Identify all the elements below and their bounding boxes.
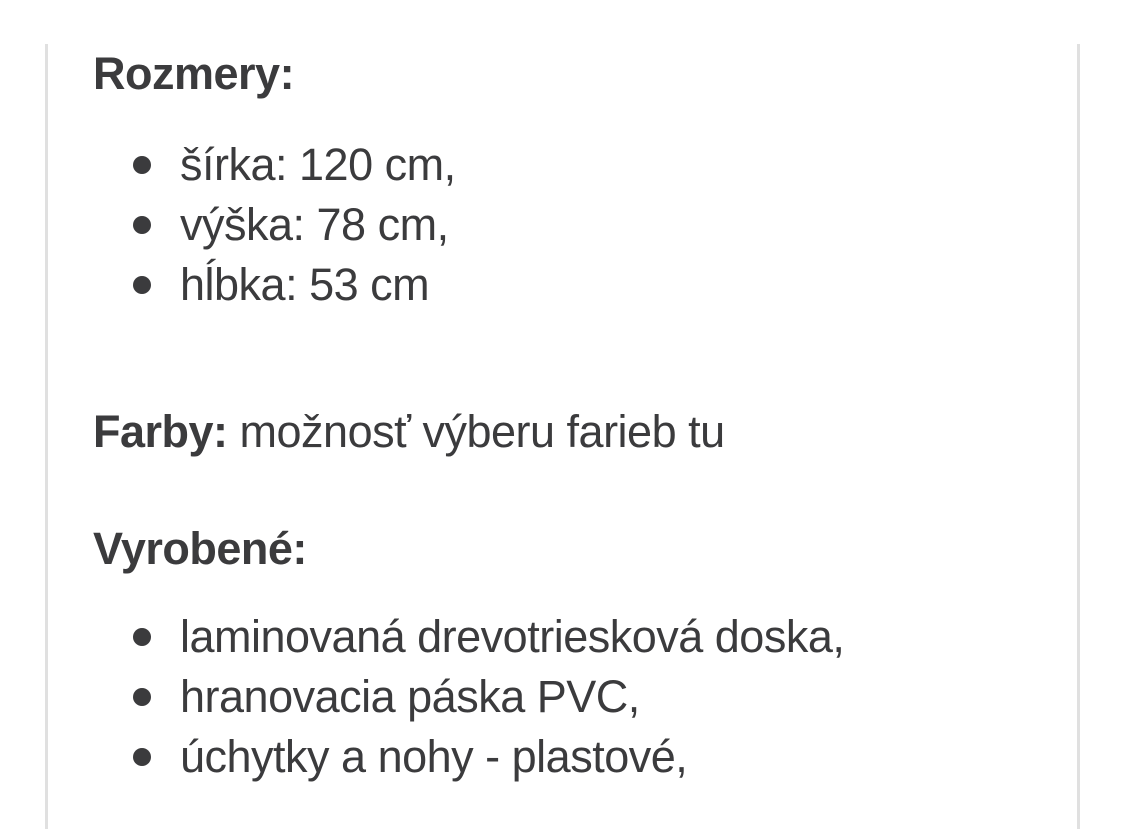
list-item: hranovacia páska PVC, (93, 667, 1032, 727)
list-item: šírka: 120 cm, (93, 135, 1032, 195)
colors-text: možnosť výberu farieb tu (227, 406, 725, 457)
section-heading-dimensions: Rozmery: (93, 48, 295, 99)
colors-label: Farby: (93, 406, 228, 457)
list-item: laminovaná drevotriesková doska, (93, 607, 1032, 667)
list-item: úchytky a nohy - plastové, (93, 727, 1032, 787)
list-item: hĺbka: 53 cm (93, 255, 1032, 315)
section-heading-materials: Vyrobené: (93, 523, 307, 574)
colors-line (93, 402, 1032, 462)
product-description-panel (45, 44, 1080, 829)
materials-list (93, 607, 1032, 787)
list-item: výška: 78 cm, (93, 195, 1032, 255)
dimensions-list (93, 135, 1032, 315)
